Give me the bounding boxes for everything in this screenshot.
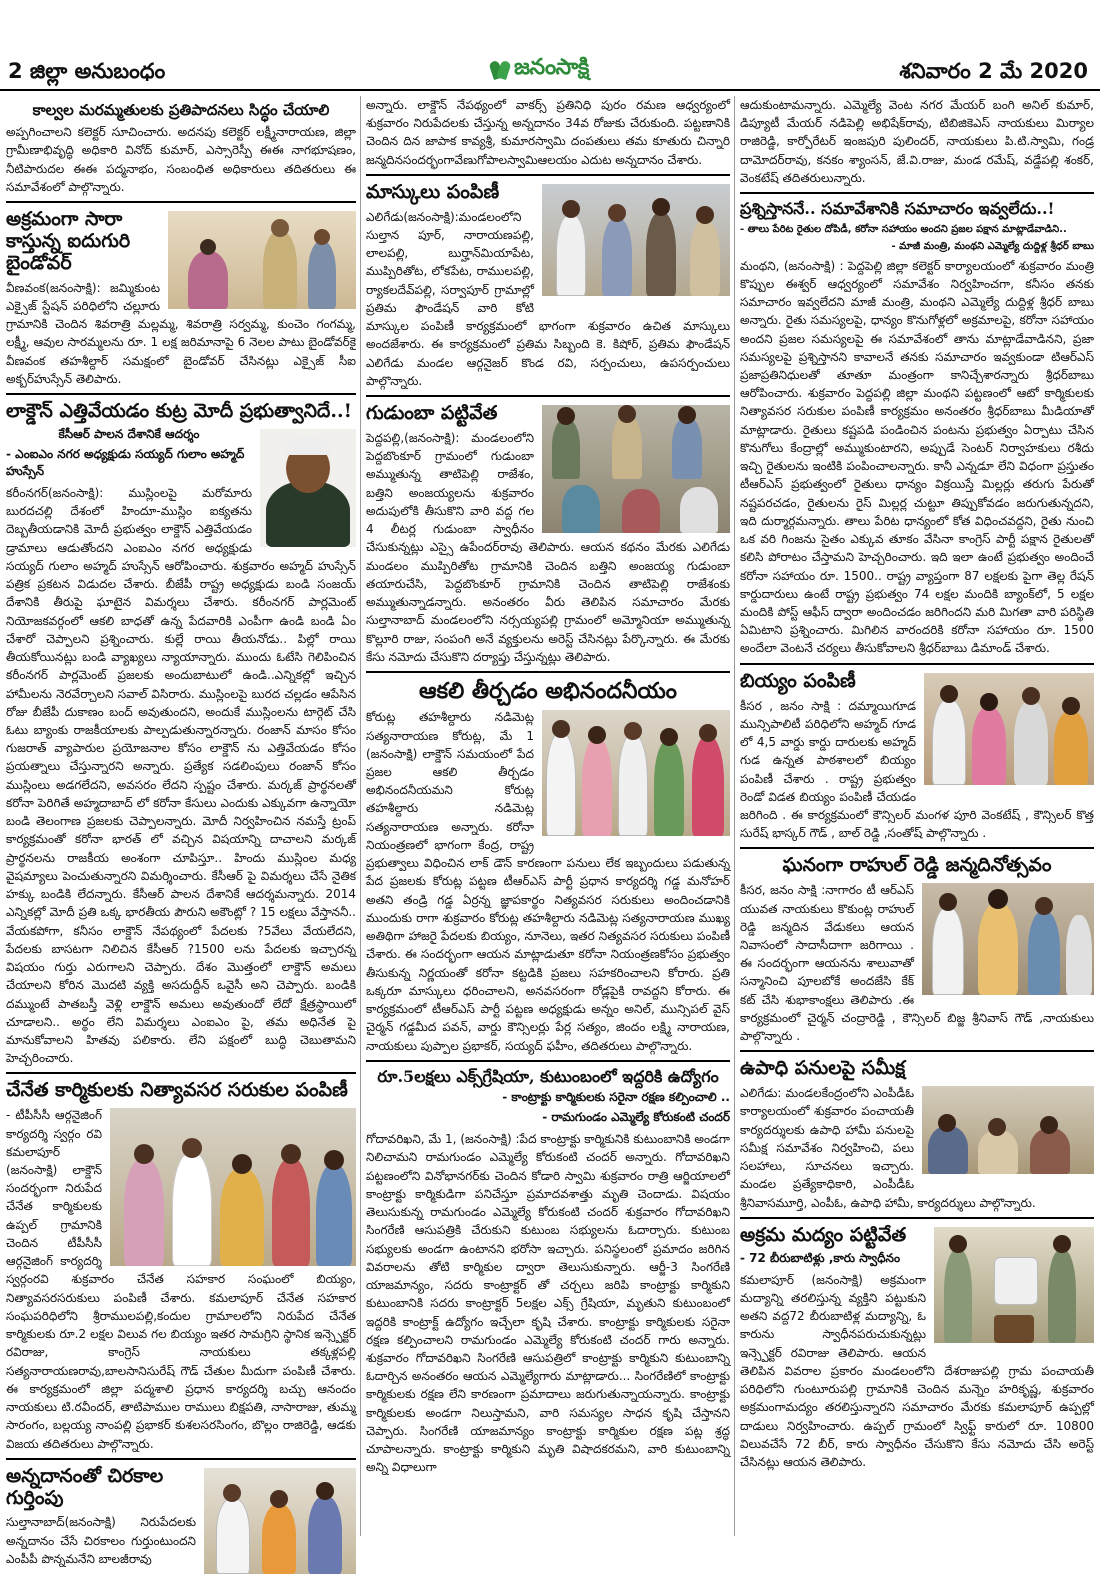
divider	[6, 1458, 356, 1460]
article-exgratia-continued	[740, 96, 1094, 187]
news-photo	[922, 883, 1094, 995]
headline: లాక్డౌన్ ఎత్తివేయడం కుట్ర మోదీ ప్రభుత్వానిదే..!	[6, 400, 352, 423]
article-exgratia	[366, 1068, 730, 1477]
article-body: - టీపీసీసీ ఆర్గనైజింగ్ కార్యదర్శి స్వర్గం రవి కమలాపూర్ (జనంసాక్షి) లాక్డౌన్ సందర్భంగా నిరుపేద చేనేత కార్మికులకు ఉప్పల్ గ్రామానికి చెందిన టీపీసీసీ ఆర్గనైజింగ్ కార్యదర్శి స్వర్గంరవి శుక్రవారం చేనేత సహకార సంఘంలో బియ్యం, నిత్యావసరసరుకులు పంపిణీ చేశారు. కమలాపూర్ చేనేత సహకార సంఘపరిధిలోని శ్రీరాములపల్లి,కందుల గ్రామాలలోని నిరుపేద చేనేత కార్మికులకు రూ.2 లక్షల విలువ గల బియ్యం ఇతర సామగ్రిని స్థానిక ఇన్స్పెక్టర్ రవిరాజు, కాంగ్రెస్ నాయకులు తక్కళ్లపల్లి సత్యనారాయణరావు,బాలసానిసురేష్ గౌడ్ చేతుల మీదుగా పంపిణీ చేశారు. ఈ కార్యక్రమంలో జిల్లా పద్మశాలి ప్రధాన కార్యదర్శి బచ్చు ఆనందం నాయకులు టి.రవీందర్, తాటిపాముల రాములు బిక్షపతి, నాసారాజు, తుమ్మ సారంగం, బల్లయ్య నాంపల్లి ప్రభాకర్ కుశలసరసింగం, బొల్లం రాజిరెడ్డి, ఆడకు విజయ తదితరులు పాల్గొన్నారు.	[6, 1108, 356, 1451]
column-divider	[360, 96, 361, 1536]
article-liquor-seized	[740, 1225, 1094, 1471]
article-body: సుల్తానాబాద్(జనంసాక్షి) నిరుపేదలకు అన్నదానం చేసే చిరకాలం గుర్తుంటుందని ఎంపీపీ పొన్నమనేని బాలజీరావు	[6, 1515, 196, 1566]
article-arrack-bindover	[6, 209, 356, 388]
divider	[366, 1060, 730, 1062]
byline: - మాజీ మంత్రి, మంథని ఎమ్మెల్యే దుద్దిళ్ల శ్రీధర్ బాబు	[891, 240, 1094, 252]
headline: గుడుంబా పట్టివేత	[366, 402, 498, 425]
column-3	[740, 96, 1094, 1546]
article-weavers-essentials	[6, 1080, 356, 1452]
divider	[740, 847, 1094, 849]
divider	[6, 393, 356, 395]
article-canal-repairs	[6, 102, 356, 196]
article-gudumba-seized	[366, 403, 730, 666]
divider	[6, 1072, 356, 1074]
divider	[6, 201, 356, 203]
headline: అక్రమంగా సారా కాస్తున్న ఐదుగురి బైండోవర్	[6, 208, 131, 274]
headline: మాస్కులు పంపిణీ	[366, 180, 500, 203]
article-body: కీసర , జనం సాక్షి : దమ్మాయిగూడ మున్సిపాలిటీ పరిధిలోని అహ్మద్ గూడ లో 4,5 వార్డు కార్డు దారులకు అహ్మద్ గుడ ఉన్నత పాఠశాలలో బియ్యం పంపిణీ చేశారు . రాష్ట్ర ప్రభుత్వం రెండో విడత బియ్యం పంపిణీ చేయడం జరిగింది . ఈ కార్యక్రమంలో కౌన్సిలర్ మంగళ పూరి వెంకటేష్ , కౌన్సిలర్ కొత్త సురేష్ భాస్కర్ గౌడ్ , బాల్ రెడ్డి ,సంతోష్ పాల్గొన్నారు .	[740, 698, 1094, 841]
article-body: పెద్దపల్లి,(జనంసాక్షి): మండలంలోని పెద్దబొంకూర్ గ్రామంలో గుడుంబా అమ్ముతున్న తాటిపెల్లి రాజేశం, బత్తిని అంజయ్యలను శుక్రవారం అదుపులోకి తీసుకొని వారి వద్ద గల 4 లీటర్ల గుడుంబా స్వాధీనం చేసుకున్నట్లు ఎస్సై ఉపేందర్‌రావు తెలిపారు. ఆయన కథనం మేరకు ఎలిగేడు మండలం ముప్పిరితోట గ్రామానికి చెందిన బత్తిని అంజయ్య గుడుంబా తయారుచేసి, పెద్దబొంకూర్ గ్రామానికి చెందిన తాటిపెల్లి రాజేశంకు అమ్ముతున్నాడన్నారు. అనంతరం వీరు తెలిపిన సమాచారం మేరకు సుల్తానాబాద్ మండలంలోని నర్సయ్యపల్లి గ్రామంలో అమ్మోనియా అమ్ముతున్న కొల్లూరి రాజు, సంపంగి అనే వ్యక్తులను అరెస్ట్ చేసినట్లు పేర్కొన్నారు. ఈ మేరకు కేసు నమోదు చేసుకొని దర్యాప్తు చేస్తున్నట్లు తెలిపారు.	[366, 430, 730, 664]
byline: - ఎంఐఎం నగర అధ్యక్షుడు సయ్యద్ గులాం అహ్మద్ హుస్సేన్	[6, 446, 245, 478]
article-body: అన్నారు. లాక్డౌన్ నేపథ్యంలో వాకర్స్ ప్రతినిధి పురం రమణ ఆధ్వర్యంలో శుక్రవారం నిరుపేదలకు చేస్తున్న అన్నదానం 34వ రోజుకు చేరుకుంది. పట్టణానికి చెందిన దిన జాపాక కావ్యశ్రీ, కుమారస్వామి దంపతులు తమ కూతురు చిన్నారి జన్మదినసందర్భంగావేణుగోపాలస్వామిఆలయం ఎదుట అన్నదానం చేశారు.	[366, 98, 730, 167]
news-photo	[922, 1086, 1094, 1174]
article-body: గోదావరిఖని, మే 1, (జనంసాక్షి) :పేద కాంట్రాక్టు కార్మికునికి కుటుంబానికి అండగా నిలిచామని రామగుండం ఎమ్మెల్యే కోరుకంటి చందర్ అన్నారు. గోదావరిఖని పట్టణంలోని వినోభానగర్‌కు చెందిన కోడారి స్వామి శుక్రవారం రాత్రి ఆర్జియాలలో కాంట్రాక్టు కార్మికుడిగా పనిచేస్తూ ప్రమాదవశాత్తు మృతి చెందాడు. విషయం తెలుసుకున్న రామగుండం ఎమ్మెల్యే కోరుకంటి చందర్ శుక్రవారం గోదావరిఖని సింగరేణి ఆసుపత్రికి చేరుకుని కుటుంబ సభ్యులను ఓదార్చారు. కుటుంబ సభ్యులకు అండగా ఉంటానని భరోసా ఇచ్చారు. పనిస్థలంలో ప్రమాదం జరిగిన వివరాలను తోటి కార్మికుల ద్వారా తెలుసుకున్నారు. ఆర్జీ-3 సింగరేణి యాజమాన్యం, సదరు కాంట్రాక్టర్ తో చర్చలు జరిపి కాంట్రాక్టు కార్మికుని కుటుంబానికి సదరు కాంట్రాక్టర్ 5లక్షల ఎక్స్ గ్రేషియా, మృతుని కుటుంబంలో ఇద్దరికి కాంట్రాక్ట్ ఉద్యోగం ఇచ్చేలా కృషి చేశారు. కాంట్రాక్టు కార్మికులకు సరైనా రక్షణ కల్పించాలని రామగుండం ఎమ్మెల్యే కోరుకంటి చందర్ గారు అన్నారు. శుక్రవారం గోదావరిఖని సింగరేణి ఆసుపత్రిలో కాంట్రాక్టు కార్మికుని కుటుంబాన్ని ఓదార్చిన అనంతరం ఆయన ఎమ్మెల్యేగారు మాట్లాడారు... సింగరేణిలో కాంట్రాక్టు కార్మికులకు రక్షణ లేని కారణంగా ప్రమాదాలు జరుగుతున్నాయన్నారు. కాంట్రాక్టు కార్మికులకు అండగా నిలుస్తామని, వారి సమస్యల సాధన కృషి చేస్తానని చెప్పారు. సింగరేణి యాజమాన్యం కాంట్రాక్టు కార్మికుల రక్షణ పట్ల శ్రద్ధ చూపాలన్నారు. కాంట్రాక్టు కార్మికుని మృతి విషాదకరమని, వారి కుటుంబాన్ని అన్ని విధాలుగా	[366, 1132, 730, 1475]
article-rice-distribution	[740, 671, 1094, 843]
news-photo	[204, 1468, 356, 1574]
page-section-label: 2 జిల్లా అనుబంధం	[8, 59, 166, 83]
article-body: కోరుట్ల తహశీల్దారు నడిమెట్ల సత్యనారాయణ కోరుట్ల, మే 1 (జనంసాక్షి) లాక్డౌన్ సమయంలో పేద ప్రజల ఆకలి తీర్చడం అభినందనీయమని కోరుట్ల తహశీల్దారు నడిమెట్ల సత్యనారాయణ అన్నారు. కరోనా నియంత్రణలో భాగంగా కేంద్ర, రాష్ట్ర ప్రభుత్వాలు విధించిన లాక్ డౌన్ కారణంగా పనులు లేక ఇబ్బందులు పడుతున్న పేద ప్రజలకు కోరుట్ల పట్టణ టీఆర్ఎస్ పార్టీ ప్రధాన కార్యదర్శి గడ్డ మనోహర్ అతని తండ్రి గడ్డ ఏర్రన్న జ్ఞాపకార్థం నిత్యవసర సరుకులు అందించడానికి ముందుకు రాగా శుక్రవారం కోరుట్ల తహశీల్దారు నడిమెట్ల సత్యనారాయణ ముఖ్య అతిథిగా హాజరై పేదలకు బియ్యం, నూనెలు, ఇతర నిత్యవసర సరుకులు పంపిణీ చేశారు. ఈ సందర్భంగా ఆయన మాట్లాడుతూ కరోనా నియంత్రణకోసం ప్రభుత్వం తీసుకున్న నిర్ణయంతో కరోనా కట్టడికి ప్రజలు సహకరించాలని కోరారు. ప్రతి ఒక్కరూ మాస్కులు ధరించాలని, అనవసరంగా రోడ్లపైకి రావద్దని కోరారు. ఈ కార్యక్రమంలో టీఆర్ఎస్ పార్టీ పట్టణ అధ్యక్షుడు అన్నం అనిల్, మున్సిపల్ వైస్ చైర్మన్ గడ్డమీద పవన్, వార్డు కౌన్సిలర్లు పేర్ల సత్యం, జిందం లక్ష్మి నారాయణ, నాయకులు పుప్పాల ప్రభాకర్, సయ్యద్ ఫహీం, తదితరులు పాల్గొన్నారు.	[366, 710, 730, 1053]
news-photo	[542, 405, 730, 533]
logo-text: జనంసాక్షి	[514, 55, 589, 80]
news-photo	[110, 1108, 356, 1266]
headline: అన్నదానంతో చిరకాల గుర్తింపు	[6, 1464, 164, 1509]
headline: కాల్వల మరమ్మతులకు ప్రతిపాదనలు సిద్ధం చేయాలి	[32, 101, 330, 119]
divider	[740, 1050, 1094, 1052]
divider	[366, 395, 730, 397]
headline: చేనేత కార్మికులకు నిత్యావసర సరుకుల పంపిణీ	[6, 1079, 348, 1102]
headline: ఆకలి తీర్చడం అభినందనీయం	[419, 678, 677, 705]
article-body: అప్పగించాలని కలెక్టర్ సూచించారు. అదనపు కలెక్టర్ లక్ష్మీనారాయణ, జిల్లా గ్రామీణాభివృద్ధి అధికారి వినోద్ కుమార్, ఎస్సారెస్పీ ఈఈ నాగభూషణం, నీటిపారుదల ఈఈ పద్మనాభం, సంబంధిత అధికారులు తదితరులు ఈ సమావేశంలో పాల్గొన్నారు.	[6, 125, 356, 194]
news-photo	[542, 184, 730, 296]
article-annadanam	[6, 1466, 356, 1578]
masthead	[0, 55, 1100, 91]
headline: బియ్యం పంపిణీ	[740, 669, 856, 692]
news-photo	[168, 211, 356, 309]
news-photo	[924, 673, 1094, 785]
divider	[740, 663, 1094, 665]
article-masks-distribution	[366, 182, 730, 390]
article-body: కమలాపూర్ (జనంసాక్షి) అక్రమంగా మద్యాన్ని తరలిస్తున్న వ్యక్తిని పట్టుకుని అతని వద్ద72 బీరుబాటిళ్ల మద్యాన్ని, ఓ కారును స్వాధీనపరుచుకున్నట్లు ఇన్స్పెక్టర్ రవిరాజు తెలిపారు. ఆయన తెలిపిన వివరాల ప్రకారం మండలంలోని దేశరాజుపల్లి గ్రామ పంచాయతీ పరిధిలోని గుంటూరుపల్లి గ్రామానికి చెందిన మన్నెం హరికృష్ణ, శుక్రవారం అక్రమంగామద్యం తరలిస్తున్నారని సమాచారం మేరకు కమలాపూర్ ఉప్పల్లో దాడులు నిర్వహించారు. ఉప్పల్ గ్రామంలో స్విఫ్ట్ కారులో రూ. 10800 విలువచేసే 72 బీర్, కారు స్వాధీనం చేసుకొని కేసు నమోదు చేసి అరెస్ట్ చేసినట్లు ఆయన తెలిపారు.	[740, 1272, 1094, 1470]
headline: ఉపాధి పనులపై సమీక్ష	[740, 1057, 906, 1080]
article-annadanam-continued	[366, 96, 730, 169]
article-lockdown-conspiracy	[6, 401, 356, 1067]
article-hunger-relief	[366, 679, 730, 1055]
divider	[740, 1217, 1094, 1219]
article-body: ఆదుకుంటామన్నారు. ఎమ్మెల్యే వెంట నగర మేయర్ బంగి అనిల్ కుమార్, డిప్యూటీ మేయర్ నడిపెల్లి అభిషేక్‌రావు, టిబిజికెఎస్ నాయకులు మిర్యాల రాజిరెడ్డి, కార్పోరేటర్ ఇంజపురి పులిందర్, నాయకులు పి.టి.స్వామి, గండ్ర దామోదర్‌రావు, కనకం శ్యాంసన్, జే.వి.రాజు, మండ రమేష్, వడ్డేపల్లి శంకర్, వెంకటేష్ తదితరులున్నారు.	[740, 98, 1094, 185]
article-body: మంథని, (జనంసాక్షి) : పెద్దపెల్లి జిల్లా కలెక్టర్ కార్యాలయంలో శుక్రవారం మంత్రి కొప్పుల ఈశ్వర్ ఆధ్వర్యంలో సమావేశం నిర్వహించగా, కనీసం తనకు సమాచారం ఇవ్వలేదని మాజీ మంత్రి, మంథని ఎమ్మెల్యే దుద్దిళ్ల శ్రీధర్ బాబు అన్నారు. రైతు సమస్యలపై, ధాన్యం కొనుగోళ్లలో అక్రమాలపై, కరోనా సహాయం అందని ప్రజల సమస్యలపై ఈ సమావేశంలో తాను మాట్లాడేవాడినని, ప్రజా సమస్యలపై ప్రశ్నిస్తానని కావాలనే తనకు సమాచారం ఇవ్వకుండా టిఆర్ఎస్ ప్రజాప్రతినిధులతో తూతూ మంత్రంగా కానిచ్చేశారన్నారు శ్రీధర్‌బాబు ఆరోపించారు. శుక్రవారం పెద్దపల్లి జిల్లా మంథని పట్టణంలో ఆటో కార్మికులకు నిత్యావసర సరుకుల పంపిణీ కార్యక్రమం అనంతరం శ్రీధర్‌బాబు మీడియాతో మాట్లాడారు. రైతులు కష్టపడి పండించిన పంటను ప్రభుత్వం ఏర్పాటు చేసిన కొనుగోలు కేంద్రాల్లో అమ్ముకుంటారని, అప్పుడే సెంటర్ నిర్వాహకులు రశీదు ఇచ్చి రైతులను ఇంటికి పంపించాలన్నారు. కానీ ఎన్నడూ లేని విధంగా ప్రస్తుతం టీఆర్ఎస్ ప్రభుత్వంలో రైతులు ధాన్యం విక్రయిస్తే మిల్లర్లు తరుగు పేరుతో నష్టపరచడం, రైతులను రైస్ మిల్లర్ల చుట్టూ తిప్పుకోవడం జరుగుతున్నదని, ఇది దుర్మార్గమన్నారు. తాలు పేరిట ధాన్యంలో కోత విధించవద్దని, రైతు నుంచి ఒక వరి గింజను సైతం ఎక్కువ తూకం వేసినా కాంగ్రెస్ పార్టీ పక్షాన రైతులతో కలిసి పోరాటం చేస్తామని హెచ్చరించారు. ఇది ఇలా ఉంటే ప్రభుత్వం అందించే కరోనా సహాయం రూ. 1500.. రాష్ట్ర వ్యాప్తంగా 87 లక్షలకు పైగా తెల్ల రేషన్ కార్డుదారులు ఉంటే రాష్ట్ర ప్రభుత్వం 74 లక్షల మందికి బ్యాంక్‌లో, 5 లక్షల మందికి పోస్ట్ ఆఫీస్ ద్వారా అందించడం జరిగిందని మరి మిగతా వారి పరిస్థితి ఏమిటాని ప్రశ్నించారు. మిగిలిన వారందరికి కరోనా సహాయం రూ. 1500 అందేలా వెంటనే చర్యలు తీసుకోవాలని శ్రీధర్‌బాబు డిమాండ్ చేశారు.	[740, 258, 1094, 656]
article-sridhar-babu	[740, 200, 1094, 658]
portrait-photo	[260, 429, 356, 547]
headline: రూ.5లక్షలు ఎక్స్‌గ్రేషియా, కుటుంబంలో ఇద్దరికి ఉద్యోగం	[377, 1066, 719, 1086]
article-body: కీసర, జనం సాక్షి :నాగారం టీ ఆర్ఎస్ యువత నాయకులు కొకుంట్ల రాహుల్ రెడ్డి జన్మదిన వేడుకలు ఆయన నివాసంలో సాదాసీదాగా జరిగాయి . ఈ సందర్భంగా ఆయనను శాలువాతో సన్మానించి పూలబోకే అందజేసి కేక్ కట్ చేసి శుభాకాంక్షలు తెలిపారు .ఈ కార్యక్రమంలో చైర్మన్ చంద్రారెడ్డి , కౌన్సిలర్ బిజ్జ శ్రీనివాస్ గౌడ్ ,నాయకులు పాల్గొన్నారు .	[740, 883, 1094, 1044]
headline: ఘనంగా రాహుల్ రెడ్డి జన్మదినోత్సవం	[782, 854, 1052, 877]
subheadline: - తాలు పేరిట రైతుల దోపిడీ, కరోనా సహాయం అందని ప్రజల పక్షాన మాట్లాడేవాడిని..	[740, 223, 1067, 235]
headline: ప్రశ్నిస్తాననే.. సమావేశానికి సమాచారం ఇవ్వలేదు..!	[740, 199, 1055, 219]
article-body: కరీంనగర్(జనంసాక్షి): ముస్లింలపై మరోమారు బురదచల్లి దేశంలో హిందూ-ముస్లిం ఐక్యతను దెబ్బతీయడానికి మోదీ ప్రభుత్వం లాక్డౌన్ ఎత్తివేయడం డ్రామాలు ఆడుతోందని ఎంఐఎం నగర అధ్యక్షుడు సయ్యద్ గులాం అహ్మద్ హుస్సేన్ ఆరోపించారు. శుక్రవారం అహ్మద్ హుస్సేన్ పత్రిక ప్రకటన విడుదల చేశారు. బీజేపీ రాష్ట్ర అధ్యక్షుడు బండి సంజయ్ దేశానికి తీరుపై ఘాటైన విమర్శలు చేశారు. కరీంనగర్ పార్లమెంట్ నియోజకవర్గంలో ఆకలి బాధతో ఉన్న పేదవారికి ఎంపీగా ఉండి బండి ఏం చేశారో చెప్పాలని ప్రశ్నించారు. కుల్లే రాయి తీయనోడు.. పిల్లో రాయి తీయకోయినట్లు బండి వ్యాఖ్యలు న్యాయాన్నారు. ముందు ఓటేసి గెలిపించిన కరీంనగర్ పార్లమెంట్ ప్రజలకు అందుబాటులో ఉండి..ఎన్నికల్లో ఇచ్చిన హామీలను నెరవేర్చాలని సవాల్ విసిరారు. ముస్లింలపై బురద చల్లడం ఆపేసిన రోజు బీజేపీ దుకాణం బంద్ అవుతుందని, అందుకే ముస్లింలను టార్గెట్ చేసి ఓటు బ్యాంకు రాజకీయాలకు పాల్పడుతున్నారన్నారు. రంజాన్ మాసం కోసం గుజరాత్ వ్యాపారుల ప్రయోజనాల కోసం లాక్డౌన్ ను ఎత్తివేయడం కోసం ప్రయత్నాలు చేస్తున్నారని అన్నారు. ప్రత్యేక సడలింపులు రంజాన్ కోసం ముస్లింలు అడగలేదని, అవసరం లేదని స్పష్టం చేశారు. మర్కజ్ ప్రార్థనలతో కరోనా పెరిగితే అహ్మదాబాద్ లో కరోనా కేసులు ఎందుకు ఎక్కువగా ఉన్నాయో బండి తెలంగాణ ప్రజలకు చెప్పాలన్నారు. మోదీ నిర్వహించిన నమస్తే ట్రంప్ కార్యక్రమంతో కరోనా భారత్ లో వచ్చిన విషయాన్ని దాచాలని మర్కజ్ ప్రార్థనలను రాజకీయ అంశంగా చూపిస్తూ.. హిందు ముస్లింల మధ్య వైషమ్యాలు పెంచుతున్నారని విమర్శించారు. కేసీఆర్ పై విమర్శలు చేసే నైతిక హక్కు బండికి లేదన్నారు. కేసీఆర్ పాలన దేశానికే ఆదర్శమన్నారు. 2014 ఎన్నికల్లో మోదీ ప్రతి ఒక్క భారతీయ పౌరుని అకౌంట్లో ? 15 లక్షలు వేస్తాననీ.. వేయకపోగా, కనీసం లాక్డౌన్ నేపథ్యంలో పేదలకు ?5వేలు వేయలేదని, పేదలకు బాసటగా నిలిచిన కేసీఆర్ ?1500 లను పేదలకు ఇచ్చారన్న విషయం గుర్తు ఎరుగాలని చెప్పారు. దేశం మొత్తంలో లాక్డౌన్ అమలు చేయాలని కోరిన మొదటి వ్యక్తి అసదుద్దీన్ ఒవైసీ అని చెప్పారు. బండికి దమ్ముంటే పాతబస్తీ వెళ్లి లాక్డౌన్ అమలు అవుతుందో లేదో క్షేత్రస్థాయిలో చూడాలని.. అర్థం లేని విమర్శలు ఎంఐఎం పై, తమ అధినేత పై మానుకోవాలని హితవు పలికారు. లేని పక్షంలో బుద్ధి చెబుతామని హెచ్చరించారు.	[6, 485, 356, 1066]
issue-date: శనివారం 2 మే 2020	[899, 59, 1088, 83]
subheadline: కేసీఆర్ పాలన దేశానికే ఆదర్శం	[58, 426, 200, 441]
column-1	[6, 96, 356, 1566]
column-divider	[734, 96, 735, 1536]
divider	[366, 174, 730, 176]
article-body: ఎలిగేడు: మండలకేంద్రంలోని ఎంపీడీఓ కార్యాలయంలో శుక్రవారం పంచాయతీ కార్యదర్శులకు ఉపాధి హామీ పనులపై సమీక్ష సమావేశం నిర్వహించి, పలు సలహాలు, సూచనలు ఇచ్చారు. మండల ప్రత్యేకాధికారి, ఎంపీడీఓ శ్రీనివాసమూర్తి, ఎంపీఓ, ఉపాధి హామీ, కార్యదర్శులు పాల్గొన్నారు.	[740, 1086, 1036, 1210]
newspaper-logo	[490, 55, 589, 85]
sprout-icon	[490, 59, 510, 81]
article-employment-review	[740, 1058, 1094, 1211]
subheadline: - కాంట్రాక్టు కార్మికులకు సరైనా రక్షణ కల్పించాలి ..	[502, 1090, 730, 1105]
article-body: వీణవంక(జనంసాక్షి): జమ్మికుంట ఎక్సైజ్ స్టేషన్ పరిధిలోని చల్లూరు గ్రామానికి చెందిన శివరాత్రి మల్లమ్మ, శివరాత్రి సర్వమ్మ, కుంచెం గంగమ్మ, లక్ష్మీ, ఆవుల సారమ్మలను రూ. 1 లక్ష జరిమానాపై 6 నెలల పాటు బైండోవర్‌కై వీణవంక తహశీల్దార్ సమక్షంలో బైండోవర్ చేసినట్లు ఎక్సైజ్ సీఐ అక్బర్‌హుస్సేన్ తెలిపారు.	[6, 280, 356, 386]
news-photo	[934, 1227, 1094, 1343]
article-body: ఎలిగేడు(జనంసాక్షి):మండలంలోని సుల్తాన పూర్, నారాయణపల్లి, లాలపల్లి, బుర్హాన్‌మియాపేట, ముప్పిరితోట, లోకపేట, రాములపల్లి, ర్యాకలదేవ్‌పల్లి, సర్వాపూర్ గ్రామాల్లో ప్రతిమ ఫౌండేషన్ వారి కోటి మాస్కుల పంపిణీ కార్యక్రమంలో భాగంగా శుక్రవారం ఉచిత మాస్కులు అందజేశారు. ఈ కార్యక్రమంలో ప్రతిమ సిబ్బంది కె. కిషోర్, ప్రతిమ ఫౌండేషన్ ఎలిగేడు మండల ఆర్గనైజర్ కొండ రవి, సర్పంచులు, ఉపసర్పంచులు పాల్గొన్నారు.	[366, 209, 730, 388]
divider	[740, 192, 1094, 194]
headline: అక్రమ మద్యం పట్టివేత	[740, 1223, 907, 1246]
byline: - రామగుండం ఎమ్మెల్యే కోరుకంటి చందర్	[542, 1110, 730, 1125]
divider	[366, 671, 730, 673]
subheadline: - 72 బీరుబాటిళ్లు ,కారు స్వాధీనం	[740, 1250, 901, 1265]
news-photo	[542, 710, 730, 836]
article-birthday	[740, 855, 1094, 1045]
column-2	[366, 96, 730, 1546]
